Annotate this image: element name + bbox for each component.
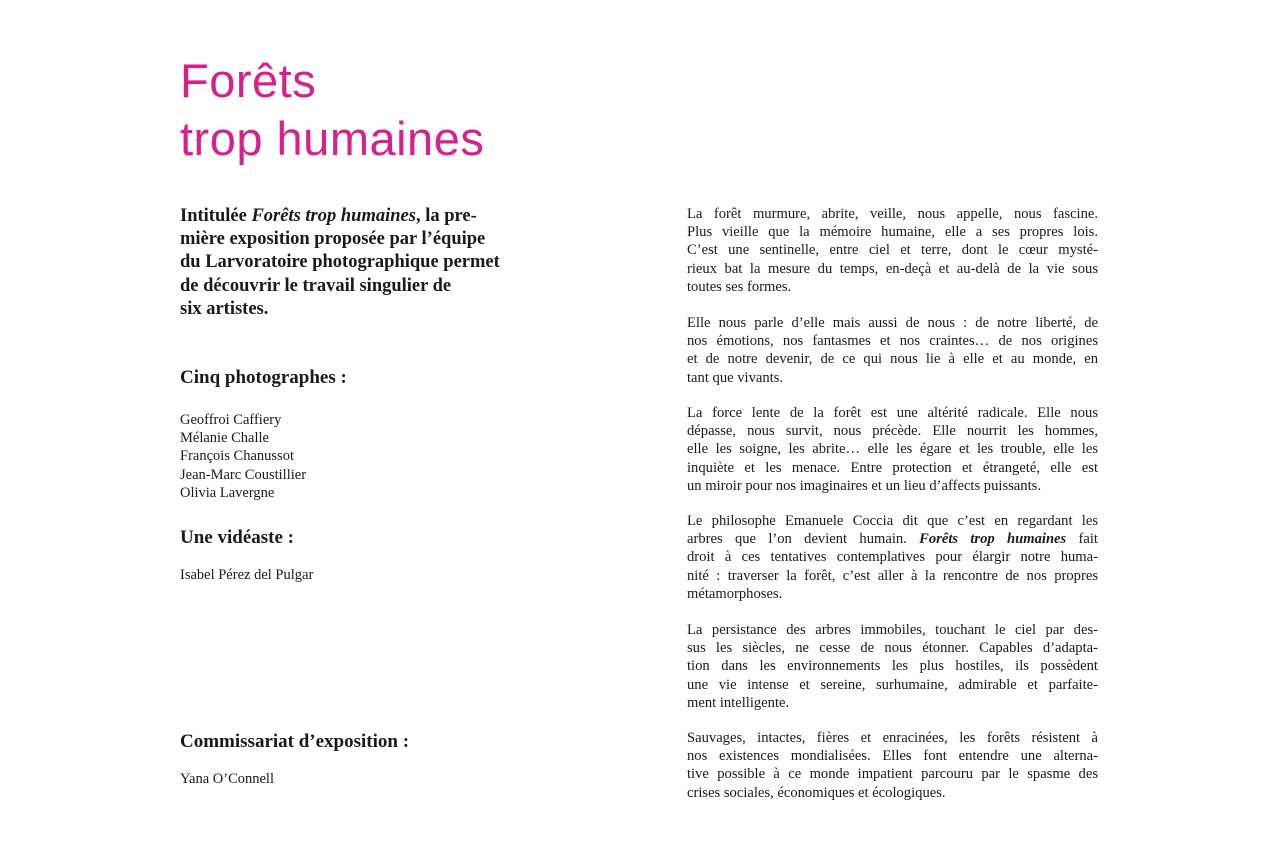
curator-heading: Commissariat d’exposition : [180,731,410,752]
body-paragraph-5 [687,621,1098,712]
curator-name: Yana O’Connell [180,771,274,787]
text-line: elle les soigne, les abrite… elle les égare et les trouble, elle les [687,441,1098,458]
text-line: droit à ces tentatives contemplatives pour élargir notre huma- [687,549,1098,566]
text-line: tive possible à ce monde impatient parcouru par le spasme des [687,766,1098,783]
videographer-list [180,566,313,584]
photographer-name: Jean-Marc Coustillier [180,466,307,483]
intro-line: de découvrir le travail singulier de [180,275,452,296]
text-line: C’est une sentinelle, entre ciel et terre, dont le cœur mysté- [687,242,1098,259]
text-run: fait [1066,531,1098,548]
photographer-name: François Chanussot [180,448,294,465]
body-paragraph-3 [687,404,1098,495]
text-line: La forêt murmure, abrite, veille, nous appelle, nous fascine. [687,206,1098,222]
intro-paragraph [180,205,590,321]
videographer-name: Isabel Pérez del Pulgar [180,567,314,583]
intro-line: mière exposition proposée par l’équipe [180,229,486,250]
text-line: La persistance des arbres immobiles, touchant le ciel par des- [687,622,1098,638]
photographer-name: Geoffroi Caffiery [180,412,282,428]
intro-line: du Larvoratoire photographique permet [180,252,500,273]
text-line: métamorphoses. [687,585,783,602]
photographers-list [180,411,306,502]
text-line [687,530,1098,548]
intro-line: six artistes. [180,298,269,319]
title-line-2: trop humaines [180,112,485,165]
text-line: nos émotions, nos fantasmes et nos craintes… de nos origines [687,333,1098,350]
text-line: crises sociales, économiques et écologiques. [687,784,946,801]
text-line: un miroir pour nos imaginaires et un lieu d’affects puissants. [687,477,1041,494]
title-line-1: Forêts [180,54,317,107]
text-line: rieux bat la mesure du temps, en-deçà et au-delà de la vie sous [687,260,1098,277]
text-line: Le philosophe Emanuele Coccia dit que c’est en regardant les [687,513,1098,529]
text-line: Plus vieille que la mémoire humaine, elle a ses propres lois. [687,224,1098,241]
text-line: dépasse, nous survit, nous précède. Elle nourrit les hommes, [687,423,1098,440]
exhibition-name-italic: Forêts trop humaines [251,206,416,226]
body-paragraph-2 [687,314,1098,387]
text-line: et de notre devenir, de ce qui nous lie à elle et au monde, en [687,351,1098,368]
photographer-name: Olivia Lavergne [180,484,275,501]
text-line: Sauvages, intactes, fières et enracinées, les forêts résistent à [687,730,1098,746]
photographer-name: Mélanie Challe [180,430,269,447]
page-title [180,52,484,168]
exhibition-name-emphasis: Forêts trop humaines [919,531,1067,548]
text-line: nos existences mondialisées. Elles font entendre une alterna- [687,748,1098,765]
text-line: La force lente de la forêt est une altérité radicale. Elle nous [687,405,1098,421]
intro-text: Intitulée [180,206,252,226]
text-line: sus les siècles, ne cesse de nous étonner. Capables d’adapta- [687,640,1098,657]
text-line: tion dans les environnements les plus hostiles, ils possèdent [687,658,1098,675]
text-line: une vie intense et sereine, surhumaine, admirable et parfaite- [687,676,1098,693]
text-line: tant que vivants. [687,369,784,386]
intro-line [180,205,590,228]
text-run: arbres que l’on devient humain. [687,531,920,548]
text-line: Elle nous parle d’elle mais aussi de nous : de notre liberté, de [687,315,1098,331]
photographers-heading: Cinq photographes : [180,367,347,388]
curator-list [180,770,274,788]
text-line: toutes ses formes. [687,278,792,295]
body-paragraph-4 [687,512,1098,603]
text-line: nité : traverser la forêt, c’est aller à la rencontre de nos propres [687,567,1098,584]
text-line: ment intelligente. [687,694,790,711]
intro-text: , la pre- [415,206,477,226]
body-paragraph-1 [687,205,1098,296]
videographer-heading: Une vidéaste : [180,527,294,548]
text-line: inquiète et les menace. Entre protection et étrangeté, elle est [687,459,1098,476]
body-paragraph-6 [687,729,1098,802]
